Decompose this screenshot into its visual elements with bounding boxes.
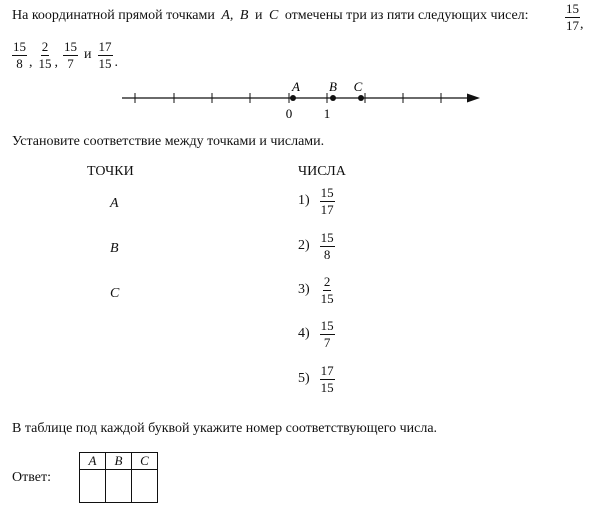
instruction-text: Установите соответствие между точками и числами. — [12, 134, 325, 149]
option-3 — [298, 275, 335, 305]
fraction-denominator: 7 — [323, 334, 331, 350]
fraction-numerator: 17 — [98, 39, 112, 54]
intro-text-1: На координатной прямой точками — [12, 8, 215, 23]
intro-fraction-1 — [565, 2, 584, 32]
fraction-numerator: 15 — [566, 1, 579, 16]
option-1 — [298, 186, 335, 216]
axis-arrow — [467, 94, 480, 103]
option-index: 3) — [298, 282, 310, 298]
fraction — [12, 40, 27, 70]
one-label: 1 — [323, 106, 331, 121]
point-c-ref: C — [268, 8, 279, 23]
fraction-denominator: 15 — [38, 55, 52, 71]
fraction-denominator: 8 — [323, 246, 331, 262]
fraction-denominator: 15 — [320, 290, 334, 306]
points-column-header: ТОЧКИ — [87, 164, 134, 179]
task-intro-line2 — [12, 40, 118, 70]
option-index: 1) — [298, 193, 310, 209]
table-instruction-text: В таблице под каждой буквой укажите номер соответствующего числа. — [12, 421, 438, 436]
zero-label: 0 — [285, 106, 293, 121]
separator: . — [114, 55, 118, 71]
fraction-denominator: 17 — [320, 201, 334, 217]
fraction-numerator: 15 — [320, 185, 334, 200]
answer-table-input-row — [80, 470, 158, 503]
fraction — [565, 2, 580, 32]
fraction-denominator: 15 — [320, 379, 334, 395]
answer-cell-c[interactable] — [132, 470, 158, 503]
fraction-numerator: 15 — [320, 318, 334, 333]
task-intro-line1 — [12, 2, 602, 23]
answer-label: Ответ: — [12, 470, 51, 485]
point-a-ref: A, — [221, 8, 234, 23]
fraction-numerator: 15 — [320, 230, 334, 245]
option-fraction — [320, 186, 335, 216]
and-word: и — [254, 8, 263, 23]
fraction-numerator: 2 — [41, 39, 49, 54]
points-item-c: C — [110, 286, 120, 301]
fraction-numerator: 17 — [320, 363, 334, 378]
option-index: 2) — [298, 238, 310, 254]
answer-table-header-row — [80, 453, 158, 470]
separator: и — [84, 47, 92, 63]
points-item-a: A — [110, 196, 119, 211]
option-2 — [298, 231, 335, 261]
point-b-ref: B — [239, 8, 249, 23]
fraction — [98, 40, 113, 70]
separator: , — [29, 55, 33, 71]
point-b-dot — [330, 95, 336, 101]
points-item-b: B — [110, 241, 119, 256]
point-a-dot — [290, 95, 296, 101]
fraction-numerator: 15 — [13, 39, 26, 54]
fraction — [38, 40, 53, 70]
option-index: 4) — [298, 326, 310, 342]
option-fraction — [320, 231, 335, 261]
separator: , — [54, 55, 58, 71]
fraction-denominator: 7 — [67, 55, 74, 71]
point-b-label: B — [329, 79, 337, 94]
option-5 — [298, 364, 335, 394]
option-4 — [298, 319, 335, 349]
answer-cell-b[interactable] — [106, 470, 132, 503]
number-line — [0, 76, 606, 124]
fraction-denominator: 8 — [16, 55, 23, 71]
separator: , — [580, 17, 584, 33]
fraction-denominator: 15 — [98, 55, 112, 71]
fraction-numerator: 15 — [64, 39, 77, 54]
answer-table — [79, 452, 158, 503]
fraction-numerator: 2 — [323, 274, 331, 289]
answer-header-b: B — [106, 453, 132, 470]
answer-header-c: C — [132, 453, 158, 470]
answer-header-a: A — [80, 453, 106, 470]
option-index: 5) — [298, 371, 310, 387]
point-c-label: C — [353, 79, 363, 94]
point-c-dot — [358, 95, 364, 101]
fraction — [63, 40, 78, 70]
option-fraction — [320, 275, 335, 305]
point-a-label: A — [292, 79, 300, 94]
intro-text-2: отмечены три из пяти следующих чисел: — [284, 8, 529, 23]
fraction-denominator: 17 — [566, 17, 579, 33]
option-fraction — [320, 364, 335, 394]
answer-cell-a[interactable] — [80, 470, 106, 503]
option-fraction — [320, 319, 335, 349]
numbers-column-header: ЧИСЛА — [298, 164, 346, 179]
